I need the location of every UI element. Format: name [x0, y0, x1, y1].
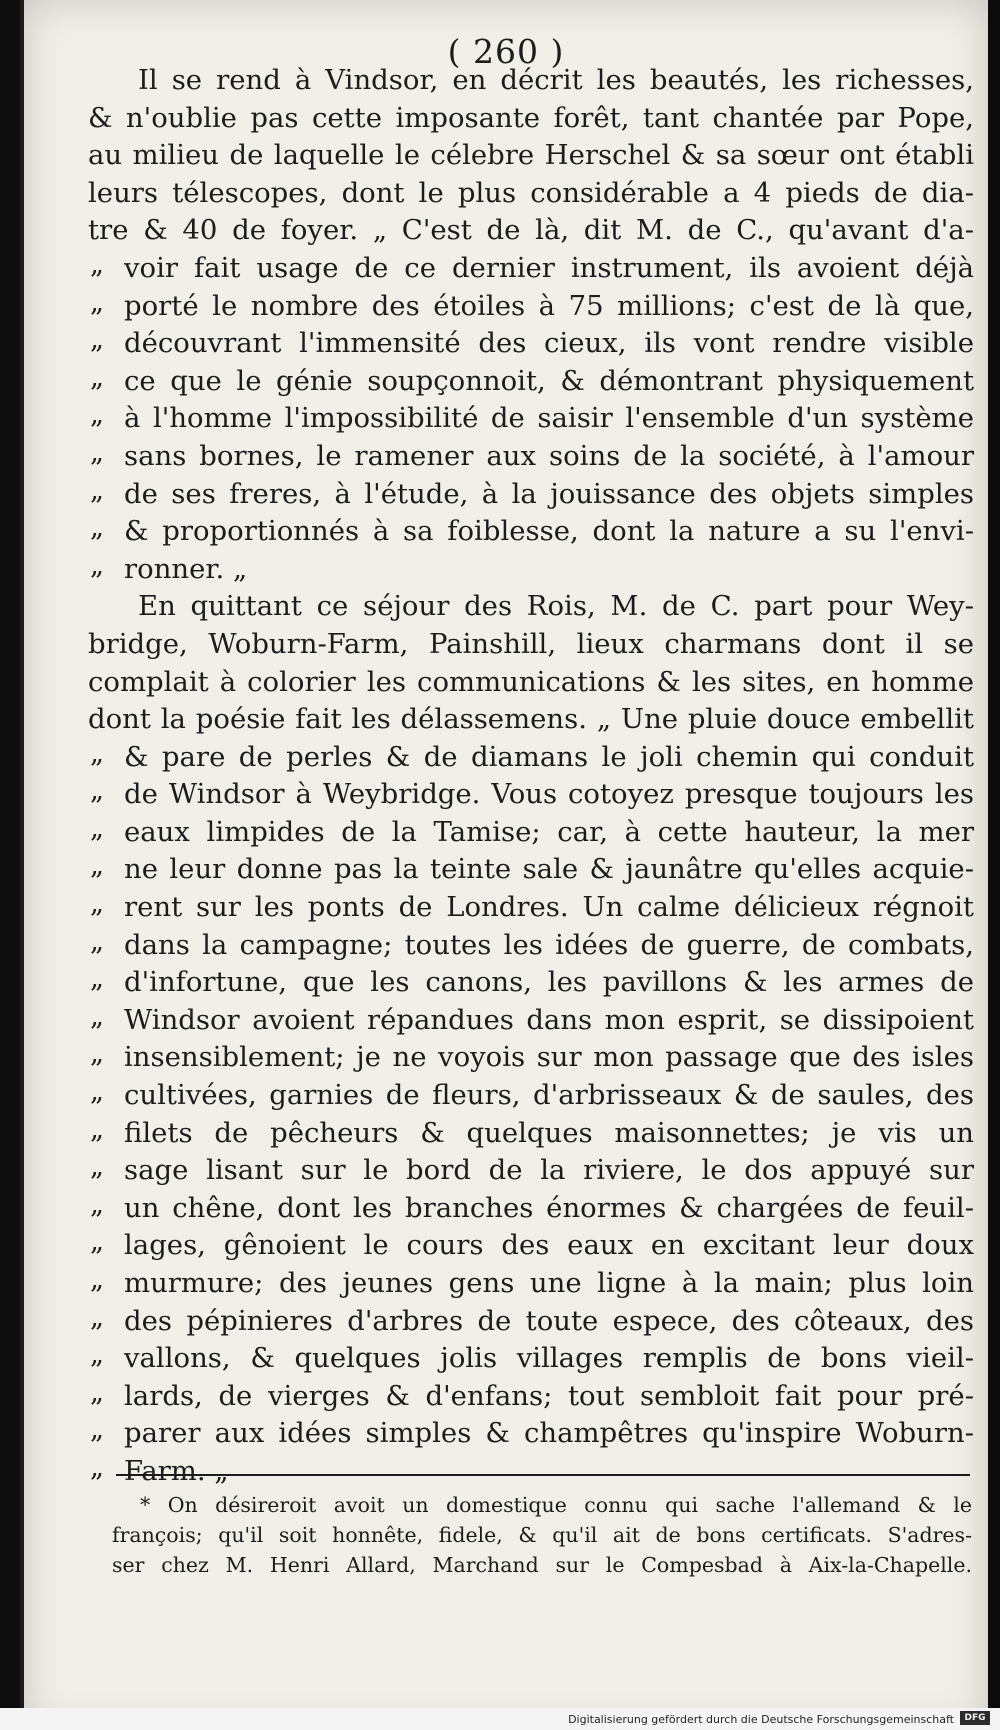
text-line: „ dans la campagne; toutes les idées de guerre, de combats, [88, 927, 974, 965]
scan-border-left [0, 0, 20, 1730]
text-line: „ d'infortune, que les canons, les pavillons & les armes de [88, 964, 974, 1002]
text-line: „ ne leur donne pas la teinte sale & jaunâtre qu'elles acquie- [88, 851, 974, 889]
text-line: „ lards, de vierges & d'enfans; tout sembloit fait pour pré- [88, 1378, 974, 1416]
text-line: tre & 40 de foyer. „ C'est de là, dit M. de C., qu'avant d'a- [88, 214, 974, 247]
text-line: „ lages, gênoient le cours des eaux en excitant leur doux [88, 1227, 974, 1265]
text-line: „ eaux limpides de la Tamise; car, à cette hauteur, la mer [88, 814, 974, 852]
text-line: „ parer aux idées simples & champêtres qu'inspire Woburn- [88, 1415, 974, 1453]
text-line: „ de Windsor à Weybridge. Vous cotoyez presque toujours les [88, 776, 974, 814]
text-line: „ insensiblement; je ne voyois sur mon passage que des isles [88, 1039, 974, 1077]
text-line: „ découvrant l'immensité des cieux, ils vont rendre visible [88, 325, 974, 363]
page-number: ( 260 ) [447, 32, 565, 71]
text-line: „ un chêne, dont les branches énormes & chargées de feuil- [88, 1190, 974, 1228]
text-line: leurs télescopes, dont le plus considérable a 4 pieds de dia- [88, 176, 974, 209]
body-text [88, 62, 974, 1491]
text-line: „ de ses freres, à l'étude, à la jouissance des objets simples [88, 476, 974, 514]
text-line: En quittant ce séjour des Rois, M. de C. part pour Wey- [138, 590, 974, 623]
text-line: „ rent sur les ponts de Londres. Un calme délicieux régnoit [88, 889, 974, 927]
footnote-rule [116, 1474, 970, 1476]
text-line: Il se rend à Vindsor, en décrit les beautés, les richesses, [138, 64, 974, 96]
text-line: complait à colorier les communications & les sites, en homme [88, 665, 974, 698]
text-line: & n'oublie pas cette imposante forêt, tant chantée par Pope, [88, 101, 974, 134]
text-line: dont la poésie fait les délassemens. „ Une pluie douce embellit [88, 703, 974, 736]
text-line: „ porté le nombre des étoiles à 75 millions; c'est de là que, [88, 288, 974, 326]
text-line: „ sage lisant sur le bord de la riviere, le dos appuyé sur [88, 1152, 974, 1190]
text-line: „ Windsor avoient répandues dans mon esprit, se dissipoient [88, 1002, 974, 1040]
dfg-logo-icon: DFG [960, 1711, 990, 1725]
text-line: „ à l'homme l'impossibilité de saisir l'ensemble d'un système [88, 400, 974, 438]
text-line: „ & pare de perles & de diamans le joli chemin qui conduit [88, 739, 974, 777]
text-line: „ murmure; des jeunes gens une ligne à la main; plus loin [88, 1265, 974, 1303]
text-line: au milieu de laquelle le célebre Herschel & sa sœur ont établi [88, 139, 974, 172]
text-line: „ cultivées, garnies de fleurs, d'arbrisseaux & de saules, des [88, 1077, 974, 1115]
text-line: „ & proportionnés à sa foiblesse, dont la nature a su l'envi- [88, 513, 974, 551]
footnote-line: françois; qu'il soit honnête, fidele, & qu'il ait de bons certificats. S'adres- [112, 1523, 972, 1547]
text-line: „ ronner. „ [88, 551, 974, 589]
footnote [112, 1490, 972, 1580]
text-line: „ vallons, & quelques jolis villages remplis de bons vieil- [88, 1340, 974, 1378]
book-page [24, 0, 988, 1730]
text-line: „ filets de pêcheurs & quelques maisonnettes; je vis un [88, 1115, 974, 1153]
text-line: „ des pépinieres d'arbres de toute espece, des côteaux, des [88, 1303, 974, 1341]
footnote-line: ser chez M. Henri Allard, Marchand sur le Compesbad à Aix-la-Chapelle. [112, 1553, 972, 1577]
footnote-line: * On désireroit avoit un domestique connu qui sache l'allemand & le [140, 1493, 972, 1517]
text-line: „ Farm. „ [88, 1453, 974, 1491]
text-line: „ ce que le génie soupçonnoit, & démontrant physiquement [88, 363, 974, 401]
text-line: „ sans bornes, le ramener aux soins de la société, à l'amour [88, 438, 974, 476]
digitization-credit: Digitalisierung gefördert durch die Deutsche Forschungsgemeinschaft [568, 1713, 954, 1726]
scan-border-right [986, 0, 1000, 1730]
text-line: „ voir fait usage de ce dernier instrument, ils avoient déjà [88, 250, 974, 288]
text-line: bridge, Woburn-Farm, Painshill, lieux charmans dont il se [88, 627, 974, 660]
